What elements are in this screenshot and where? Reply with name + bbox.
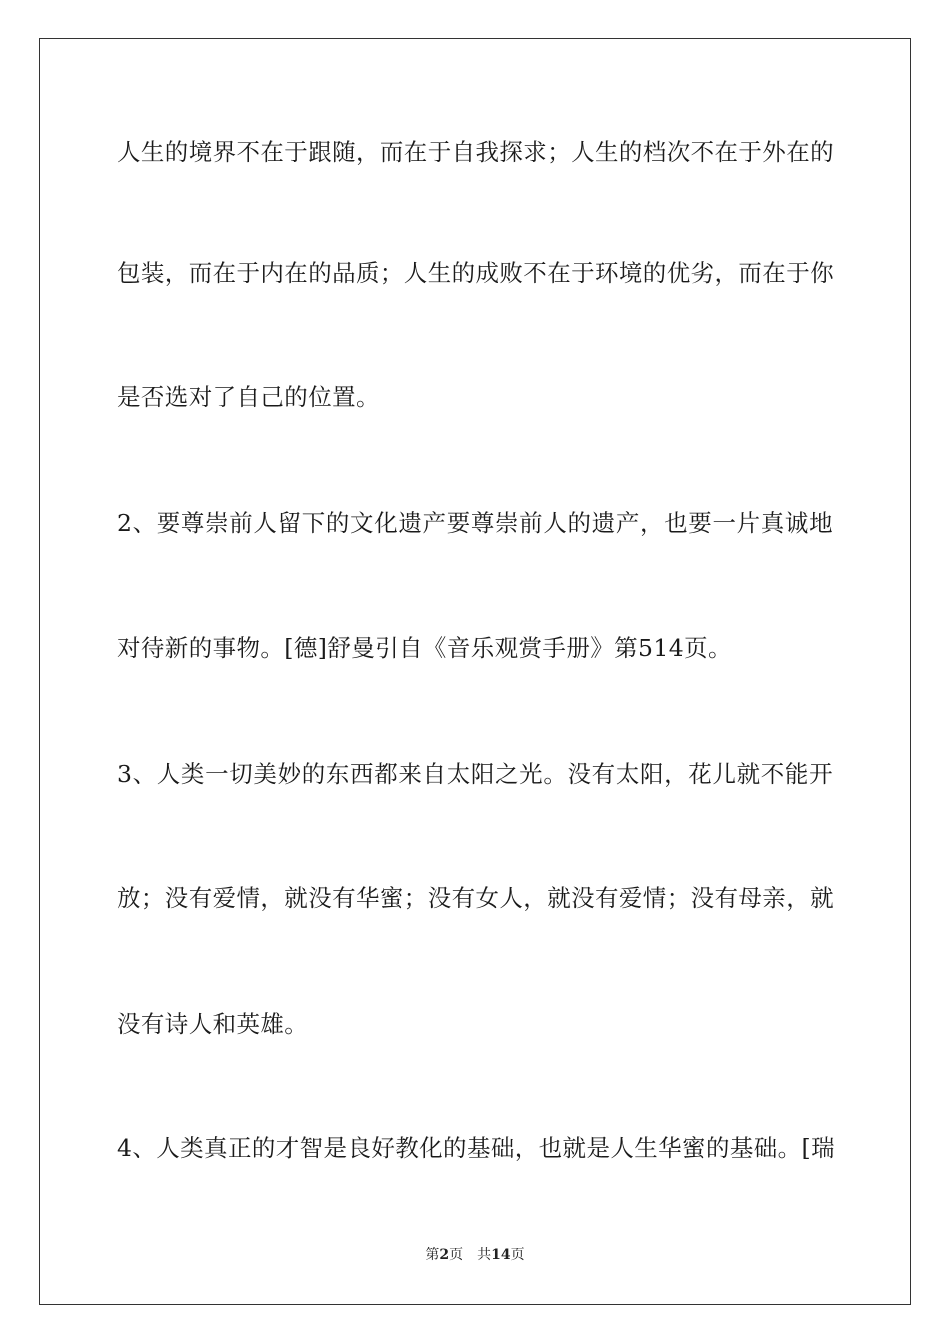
page-suffix: 页	[449, 1247, 464, 1263]
page-number: 2	[439, 1247, 450, 1263]
page-prefix: 第	[425, 1247, 440, 1263]
text-line: 2、要尊崇前人留下的文化遗产要尊崇前人的遗产，也要一片真诚地	[117, 509, 833, 537]
text-line: 3、人类一切美妙的东西都来自太阳之光。没有太阳，花儿就不能开	[117, 760, 833, 788]
text-line: 人生的境界不在于跟随，而在于自我探求；人生的档次不在于外在的	[117, 138, 834, 166]
text-line: 是否选对了自己的位置。	[117, 383, 380, 411]
total-pages-indicator	[477, 1247, 524, 1263]
text-line: 包装，而在于内在的品质；人生的成败不在于环境的优劣，而在于你	[117, 259, 834, 287]
page-indicator	[425, 1247, 463, 1263]
page-border	[39, 38, 911, 1305]
total-pages: 14	[491, 1247, 511, 1263]
text-line: 没有诗人和英雄。	[117, 1010, 309, 1038]
text-line: 对待新的事物。[德]舒曼引自《音乐观赏手册》第514页。	[117, 634, 732, 662]
total-prefix: 共	[477, 1247, 492, 1263]
page-footer	[0, 1246, 950, 1264]
text-line: 放；没有爱情，就没有华蜜；没有女人，就没有爱情；没有母亲，就	[117, 884, 834, 912]
total-suffix: 页	[510, 1247, 525, 1263]
text-line: 4、人类真正的才智是良好教化的基础，也就是人生华蜜的基础。[瑞	[117, 1134, 836, 1162]
